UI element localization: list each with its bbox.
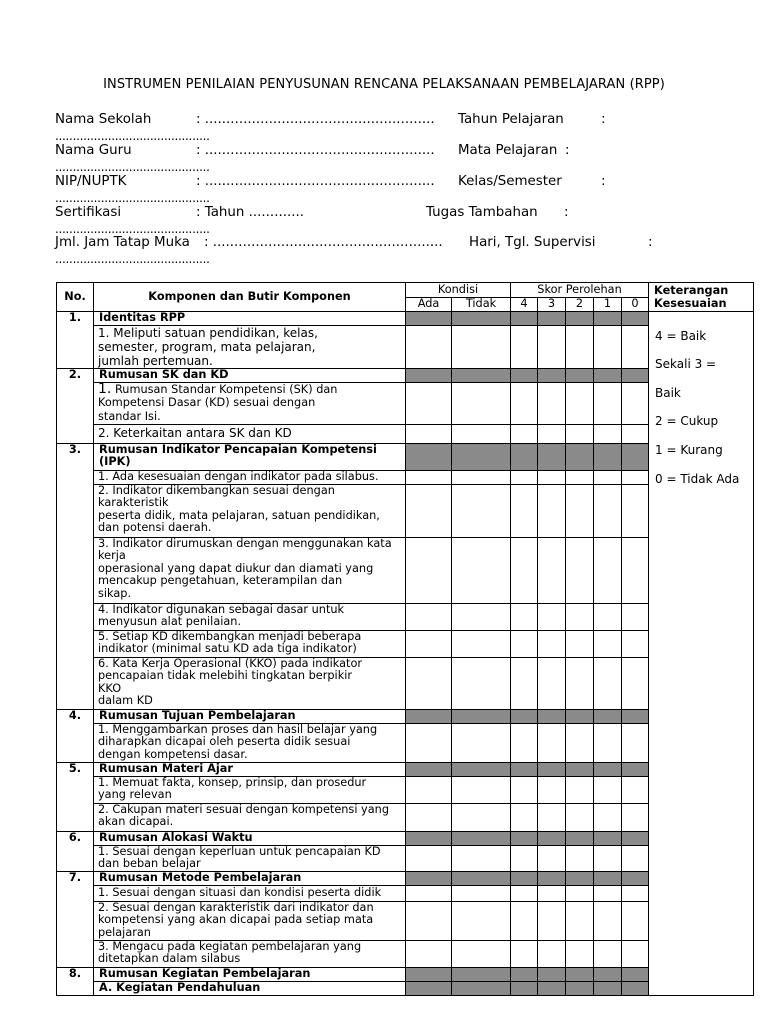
- header-kondisi: Kondisi: [406, 283, 511, 298]
- label: Mata Pelajaran: [458, 143, 558, 158]
- note: 2 = Cukup: [655, 414, 719, 429]
- item-text: 2. Indikator dikembangkan sesuai dengan karakteristik peserta didik, mata pelajaran, satuan pendidikan, dan potensi daerah.: [98, 483, 380, 535]
- table-row: [57, 311, 754, 325]
- dots: ............................................: [55, 222, 210, 236]
- label: Hari, Tgl. Supervisi: [469, 235, 596, 250]
- colon: :: [601, 174, 606, 189]
- item-text: 2. Sesuai dengan karakteristik dari indikator dan kompetensi yang akan dicapai pada setiap mata pelajaran: [98, 900, 374, 939]
- label: NIP/NUPTK: [55, 174, 127, 189]
- note: Baik: [655, 385, 681, 400]
- colon: :: [565, 143, 570, 158]
- label: Kelas/Semester: [458, 174, 562, 189]
- item-text: Rumusan Standar Kompetensi (SK) dan Kompetensi Dasar (KD) sesuai dengan standar Isi.: [98, 382, 338, 423]
- header-ada: Ada: [406, 298, 452, 312]
- instrument-table: [56, 282, 754, 996]
- item-text: 1. Ada kesesuaian dengan indikator pada silabus.: [98, 469, 379, 483]
- row-number: 2.: [57, 368, 94, 443]
- item-text: 3. Mengacu pada kegiatan pembelajaran yang ditetapkan dalam silabus: [98, 939, 362, 966]
- header-skor-3: 3: [538, 298, 566, 312]
- section-subtitle: A. Kegiatan Pendahuluan: [94, 981, 406, 995]
- item-text: 2. Cakupan materi sesuai dengan kompetensi yang akan dicapai.: [98, 802, 389, 829]
- item-text: 1. Menggambarkan proses dan hasil belajar yang diharapkan dicapai oleh peserta didik sesuai dengan kompetensi dasar.: [98, 722, 378, 761]
- header-skor-4: 4: [511, 298, 538, 312]
- section-title: Identitas RPP: [94, 311, 406, 325]
- section-title: Rumusan SK dan KD: [94, 368, 406, 382]
- item-text: 1. Sesuai dengan situasi dan kondisi peserta didik: [98, 885, 382, 899]
- item-text: 1. Sesuai dengan keperluan untuk pencapaian KD dan beban belajar: [98, 844, 381, 871]
- colon: :: [648, 235, 653, 250]
- section-title: Rumusan Metode Pembelajaran: [94, 871, 406, 885]
- label: Nama Sekolah: [55, 112, 152, 127]
- item-text: 1. Meliputi satuan pendidikan, kelas, semester, program, mata pelajaran, jumlah pertemuan.: [98, 325, 318, 368]
- header-komponen: Komponen dan Butir Komponen: [94, 283, 406, 312]
- section-title: Rumusan Alokasi Waktu: [94, 831, 406, 845]
- label: Nama Guru: [55, 143, 132, 158]
- header-skor-0: 0: [622, 298, 649, 312]
- row-number: 3.: [57, 443, 94, 709]
- item-text: 6. Kata Kerja Operasional (KKO) pada indikator pencapaian tidak melebihi tingkatan berpikir KKO dalam KD: [98, 656, 362, 708]
- item-text: 1. Memuat fakta, konsep, prinsip, dan prosedur yang relevan: [98, 775, 367, 802]
- row-number: 7.: [57, 871, 94, 967]
- section-title: Rumusan Materi Ajar: [94, 762, 406, 776]
- header-no: No.: [57, 283, 94, 312]
- item-num: 1.: [98, 380, 112, 397]
- header-skor-1: 1: [594, 298, 622, 312]
- row-number: 4.: [57, 709, 94, 762]
- label: Sertifikasi: [55, 205, 122, 220]
- item-text: 5. Setiap KD dikembangkan menjadi beberapa indikator (minimal satu KD ada tiga indikator): [98, 629, 362, 656]
- item-text: 4. Indikator digunakan sebagai dasar untuk menyusun alat penilaian.: [98, 602, 345, 629]
- item-text: 2. Keterkaitan antara SK dan KD: [98, 425, 292, 440]
- dots: ............................................: [55, 129, 210, 143]
- note: 0 = Tidak Ada: [655, 471, 740, 486]
- colon: :: [601, 112, 606, 127]
- row-number: 5.: [57, 762, 94, 831]
- colon: :: [564, 205, 569, 220]
- value: : ......................................................: [196, 143, 435, 158]
- keterangan-notes: [649, 311, 754, 995]
- header-tidak: Tidak: [452, 298, 511, 312]
- section-title: Rumusan Tujuan Pembelajaran: [94, 709, 406, 723]
- header-skor-2: 2: [566, 298, 594, 312]
- label: Jml. Jam Tatap Muka: [55, 235, 190, 250]
- value: : ......................................................: [196, 174, 435, 189]
- header-skor: Skor Perolehan: [511, 283, 649, 298]
- document-title: INSTRUMEN PENILAIAN PENYUSUNAN RENCANA PELAKSANAAN PEMBELAJARAN (RPP): [103, 77, 665, 92]
- note: Sekali 3 =: [655, 357, 717, 372]
- row-number: 8.: [57, 967, 94, 995]
- label: Tahun Pelajaran: [458, 112, 564, 127]
- note: 1 = Kurang: [655, 442, 723, 457]
- row-number: 6.: [57, 831, 94, 871]
- note: 4 = Baik: [655, 328, 707, 343]
- value: : Tahun .............: [196, 205, 304, 220]
- label: Tugas Tambahan: [426, 205, 538, 220]
- value: : ......................................................: [204, 235, 443, 250]
- item-text: 3. Indikator dirumuskan dengan menggunakan kata kerja operasional yang dapat diukur dan diamati yang mencakup pengetahuan, keterampilan dan sikap.: [98, 536, 392, 600]
- dots: ............................................: [55, 191, 210, 205]
- header-keterangan: Keterangan Kesesuaian: [649, 283, 754, 312]
- row-number: 1.: [57, 311, 94, 368]
- section-title: Rumusan Kegiatan Pembelajaran: [94, 967, 406, 981]
- dots: ............................................: [55, 252, 210, 266]
- dots: ............................................: [55, 160, 210, 174]
- section-title: Rumusan Indikator Pencapaian Kompetensi (IPK): [94, 443, 406, 470]
- value: : ......................................................: [196, 112, 435, 127]
